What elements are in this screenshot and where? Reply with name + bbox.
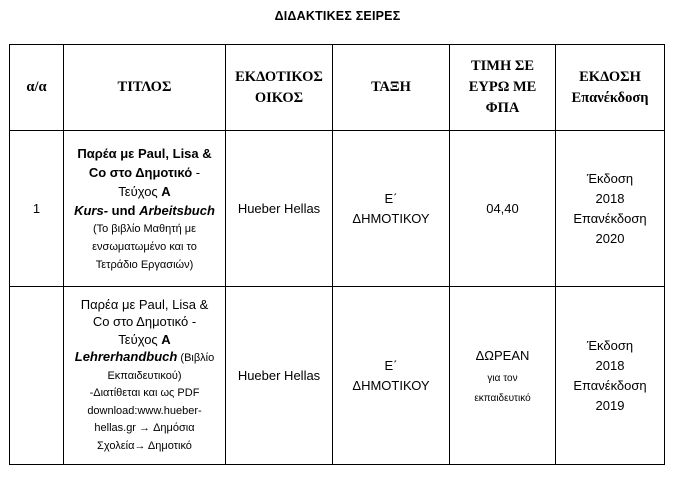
price-note1: για τον [487,372,518,384]
grade-line1: Ε΄ [384,190,398,206]
grade-line1: Ε΄ [384,357,398,373]
header-edition [556,45,665,131]
title-line6: -Διατίθεται και ως PDF [89,387,200,400]
title-line7: download:www.hueber- [87,404,202,417]
title-line1: Παρέα με Paul, Lisa & [77,145,212,161]
cell-grade [333,131,450,287]
title-line1: Παρέα με Paul, Lisa & [80,296,209,312]
edition-line2: 2018 [595,190,625,206]
header-edition-line1: ΕΚΔΟΣΗ [579,68,641,85]
cell-publisher: Hueber Hellas [226,131,333,287]
title-note3: Τετράδιο Εργασιών) [95,258,194,271]
cell-title [64,287,226,465]
header-publisher-line1: ΕΚΔΟΤΙΚΟΣ [235,68,323,85]
header-grade: ΤΑΞΗ [333,45,450,131]
header-aa: α/α [10,45,64,131]
title-line3a: Τεύχος [118,183,162,199]
header-edition-line2: Επανέκδοση [571,89,649,106]
edition-line4: 2020 [595,230,625,246]
cell-aa: 1 [10,131,64,287]
price-note2: εκπαιδευτικό [474,392,531,404]
title-line4a: Lehrerhandbuch [74,349,178,365]
title-line4a: Kurs- [74,202,109,218]
edition-line3: Επανέκδοση [573,377,647,393]
title-line3a: Τεύχος [118,331,162,347]
title-line4c: Arbeitsbuch [139,202,215,218]
header-price [450,45,556,131]
document-title: ΔΙΔΑΚΤΙΚΕΣ ΣΕΙΡΕΣ [274,9,401,23]
header-price-line3: ΦΠΑ [485,100,520,116]
edition-line1: Έκδοση [586,170,634,186]
header-price-line2: ΕΥΡΩ ΜΕ [468,79,537,95]
table-row [10,131,665,287]
edition-line2: 2018 [595,357,625,373]
cell-price [450,287,556,465]
cell-price: 04,40 [450,131,556,287]
cell-title [64,131,226,287]
grade-line2: ΔΗΜΟΤΙΚΟΥ [352,377,430,393]
title-note1: (Το βιβλίο Μαθητή με [92,222,197,235]
edition-line3: Επανέκδοση [573,210,647,226]
cell-aa [10,287,64,465]
title-line5: Εκπαιδευτικού) [107,369,182,382]
edition-line1: Έκδοση [586,337,634,353]
title-note2: ενσωματωμένο και το [92,240,197,253]
title-line4b: und [108,202,140,218]
header-title: ΤΙΤΛΟΣ [64,45,226,131]
grade-line2: ΔΗΜΟΤΙΚΟΥ [352,210,430,226]
header-price-line1: ΤΙΜΗ ΣΕ [470,58,535,74]
textbooks-table [9,44,665,465]
edition-line4: 2019 [595,397,625,413]
table-row [10,287,665,465]
cell-edition [556,287,665,465]
title-line2: Co στο Δημοτικό - [92,314,197,330]
cell-edition [556,131,665,287]
price-value: ΔΩΡΕΑΝ [475,347,530,363]
title-line3b: A [161,183,171,199]
cell-grade [333,287,450,465]
header-publisher-line2: ΟΙΚΟΣ [254,89,304,106]
title-line2b: - [192,164,201,180]
title-line3b: A [161,331,171,347]
title-line2a: Co στο Δημοτικό [88,164,193,180]
cell-publisher: Hueber Hellas [226,287,333,465]
header-publisher [226,45,333,131]
title-line8: hellas.gr → Δημόσια [94,422,195,435]
title-line9: Σχολεία→ Δημοτικό [97,439,192,452]
table-header-row [10,45,665,131]
title-line4b: (Βιβλίο [177,352,215,365]
